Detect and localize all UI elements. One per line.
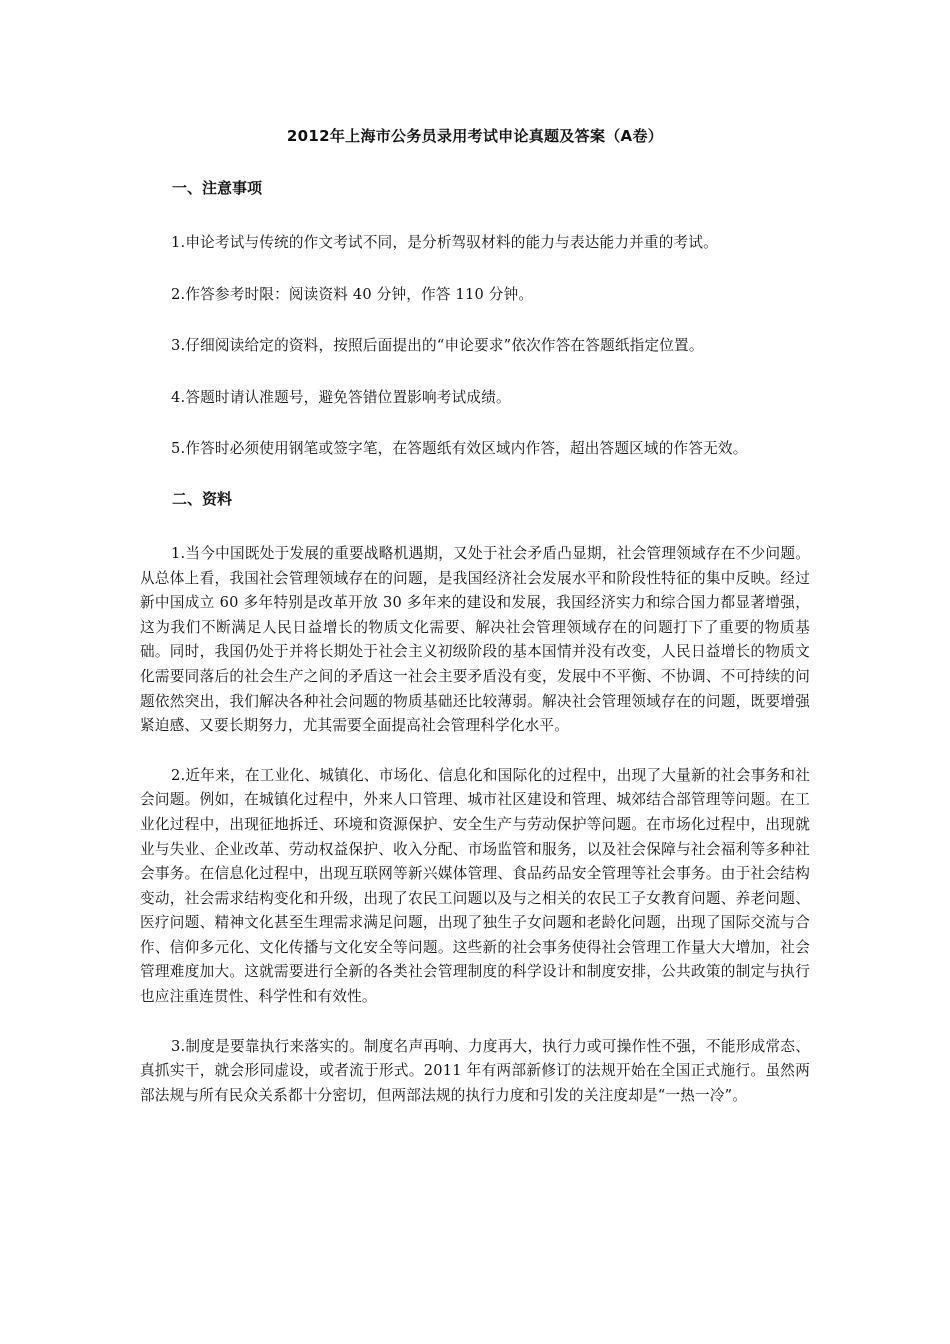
notice-item: 1.申论考试与传统的作文考试不同，是分析驾驭材料的能力与表达能力并重的考试。	[171, 234, 718, 251]
material-paragraph: 1.当今中国既处于发展的重要战略机遇期，又处于社会矛盾凸显期，社会管理领域存在不少问题。从总体上看，我国社会管理领域存在的问题，是我国经济社会发展水平和阶段性特征的集中反映。经过新中国成立 60 多年特别是改革开放 30 多年来的建设和发展，我国经济实力和综合国力都显著增强，这为我们不断满足人民日益增长的物质文化需要、解决社会管理领域存在的问题打下了重要的物质基础。同时，我国仍处于并将长期处于社会主义初级阶段的基本国情并没有改变，人民日益增长的物质文化需要同落后的社会生产之间的矛盾这一社会主要矛盾没有变，发展中不平衡、不协调、不可持续的问题依然突出，我们解决各种社会问题的物质基础还比较薄弱。解决社会管理领域存在的问题，既要增强紧迫感、又要长期努力，尤其需要全面提高社会管理科学化水平。	[140, 544, 810, 735]
document-title: 2012年上海市公务员录用考试申论真题及答案（A卷）	[286, 127, 664, 145]
material-paragraph: 3.制度是要靠执行来落实的。制度名声再响、力度再大，执行力或可操作性不强，不能形成常态、真抓实干，就会形同虚设，或者流于形式。2011 年有两部新修订的法规开始在全国正式施行。虽然两部法规与所有民众关系都十分密切，但两部法规的执行力度和引发的关注度却是“一热一冷”。	[140, 1037, 810, 1104]
notice-heading: 一、注意事项	[172, 179, 263, 197]
notice-item: 2.作答参考时限：阅读资料 40 分钟，作答 110 分钟。	[171, 285, 534, 303]
material-paragraph: 2.近年来，在工业化、城镇化、市场化、信息化和国际化的过程中，出现了大量新的社会事务和社会问题。例如，在城镇化过程中，外来人口管理、城市社区建设和管理、城郊结合部管理等问题。在工业化过程中，出现征地拆迁、环境和资源保护、安全生产与劳动保护等问题。在市场化过程中，出现就业与失业、企业改革、劳动权益保护、收入分配、市场监管和服务，以及社会保障与社会福利等多种社会事务。在信息化过程中，出现互联网等新兴媒体管理、食品药品安全管理等社会事务。由于社会结构变动，社会需求结构变化和升级，出现了农民工问题以及与之相关的农民工子女教育问题、养老问题、医疗问题、精神文化甚至生理需求满足问题，出现了独生子女问题和老龄化问题，出现了国际交流与合作、信仰多元化、文化传播与文化安全等问题。这些新的社会事务使得社会管理工作量大大增加，社会管理难度加大。这就需要进行全新的各类社会管理制度的科学设计和制度安排，公共政策的制定与执行也应注重连贯性、科学性和有效性。	[140, 766, 810, 1006]
notice-item: 3.仔细阅读给定的资料，按照后面提出的“申论要求”依次作答在答题纸指定位置。	[171, 337, 704, 355]
notice-section	[140, 178, 810, 462]
materials-section	[140, 489, 810, 1108]
notice-item: 4.答题时请认准题号，避免答错位置影响考试成绩。	[171, 388, 511, 406]
materials-heading: 二、资料	[172, 489, 233, 508]
notice-item: 5.作答时必须使用钢笔或签字笔，在答题纸有效区域内作答，超出答题区域的作答无效。	[171, 440, 748, 458]
